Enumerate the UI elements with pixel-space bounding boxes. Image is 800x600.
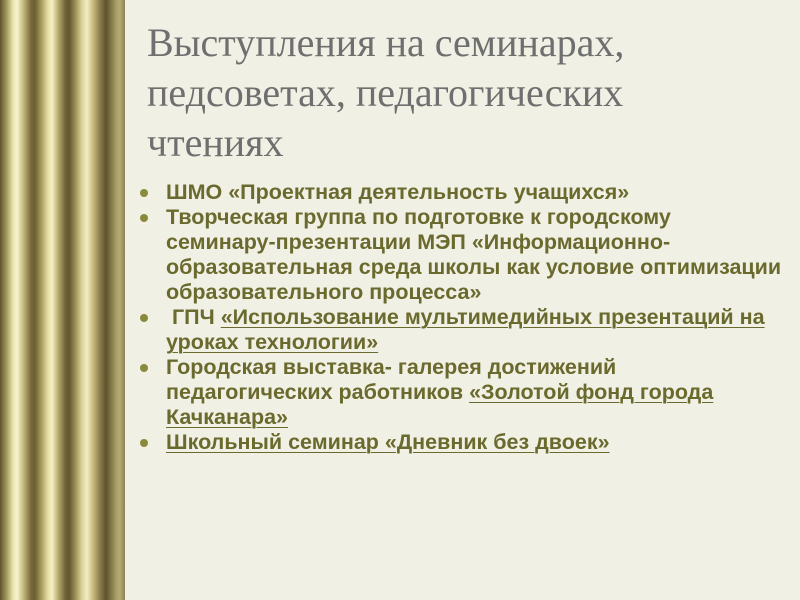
bullet-text: Творческая группа по подготовке к городскому семинару-презентации МЭП «Информационно-образовательная среда школы как условие оптимизации образовательного процесса» bbox=[166, 205, 782, 304]
bullet-item-gpch bbox=[136, 305, 786, 355]
title-line-2: педсоветах, педагогических bbox=[147, 70, 624, 115]
bullet-dot-icon bbox=[140, 189, 148, 197]
title-line-3: чтениях bbox=[147, 120, 284, 165]
gold-drapery-panel bbox=[0, 0, 125, 600]
bullet-text: ГПЧ bbox=[166, 305, 221, 329]
bullet-text: Городская выставка- галерея достижений педагогических работников bbox=[166, 355, 617, 404]
golden-fund-link[interactable]: «Золотой фонд города Качканара» bbox=[166, 380, 714, 429]
bullet-dot-icon bbox=[140, 364, 148, 372]
slide-title bbox=[147, 18, 777, 168]
bullet-dot-icon bbox=[140, 314, 148, 322]
bullet-text: ШМО «Проектная деятельность учащихся» bbox=[166, 180, 630, 204]
multimedia-presentations-link[interactable]: «Использование мультимедийных презентаций на уроках технологии» bbox=[166, 305, 765, 354]
bullet-item-shmo bbox=[136, 180, 786, 205]
bullet-item-creative-group bbox=[136, 205, 786, 305]
bullet-dot-icon bbox=[140, 214, 148, 222]
bullet-list bbox=[136, 180, 786, 455]
school-seminar-link[interactable]: Школьный семинар «Дневник без двоек» bbox=[166, 430, 610, 454]
bullet-item-school-seminar bbox=[136, 430, 786, 455]
title-line-1: Выступления на семинарах, bbox=[147, 20, 625, 65]
bullet-dot-icon bbox=[140, 439, 148, 447]
bullet-item-city-exhibition bbox=[136, 355, 786, 430]
